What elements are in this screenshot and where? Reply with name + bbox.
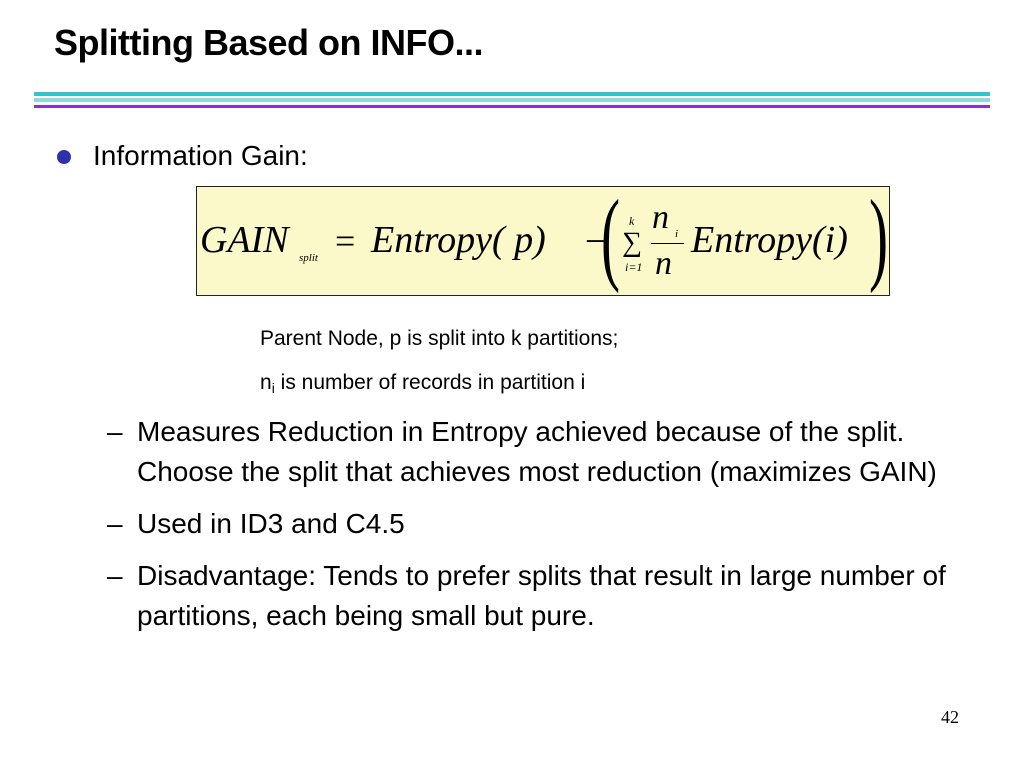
sub-bullet-item (107, 556, 987, 636)
title-rule-bottom (34, 105, 990, 108)
formula-left-paren: ( (601, 179, 621, 294)
formula-minus: − (585, 221, 606, 261)
sub-bullet-list (107, 412, 987, 648)
gain-formula-box (196, 179, 890, 296)
sub-bullet-text: Measures Reduction in Entropy achieved because of the split. Choose the split that achieves most reduction (maximizes GAIN) (137, 416, 937, 487)
bullet-dot-icon (57, 150, 71, 164)
slide-title: Splitting Based on INFO... (54, 22, 484, 63)
note-parent-node: Parent Node, p is split into k partitions; (260, 327, 619, 350)
formula-entropy-child: Entropy(i) (691, 219, 848, 261)
sub-bullet-text: Used in ID3 and C4.5 (137, 508, 405, 539)
page-number: 42 (941, 707, 959, 727)
formula-split-subscript: split (299, 252, 318, 264)
title-rule-middle (34, 98, 990, 102)
bullet-information-gain: Information Gain: (93, 140, 308, 171)
formula-equals: = (335, 221, 356, 261)
formula-fraction-bar (651, 243, 684, 244)
dash-icon: – (107, 560, 123, 591)
note-records-text: is number of records in partition i (274, 371, 586, 394)
title-rule-top (34, 92, 990, 96)
sub-bullet-item (107, 504, 987, 544)
sub-bullet-text: Disadvantage: Tends to prefer splits that result in large number of partitions, each being small but pure. (137, 560, 946, 631)
note-records-partition (260, 371, 585, 396)
formula-gain: GAIN (200, 219, 289, 261)
formula-sum-lower-limit: i=1 (625, 260, 643, 274)
formula-right-paren: ) (869, 179, 889, 294)
note-var-subscript: i (271, 380, 275, 396)
formula-sum-upper-limit: k (629, 214, 635, 228)
note-var-n: n (260, 371, 272, 394)
formula-sigma: ∑ (622, 227, 642, 258)
formula-denominator: n (655, 245, 672, 282)
formula-numerator: n (652, 199, 669, 236)
formula-entropy-parent: Entropy( p) (371, 219, 546, 261)
sub-bullet-item (107, 412, 987, 492)
dash-icon: – (107, 416, 123, 447)
formula-numerator-subscript: i (675, 228, 679, 240)
dash-icon: – (107, 508, 123, 539)
